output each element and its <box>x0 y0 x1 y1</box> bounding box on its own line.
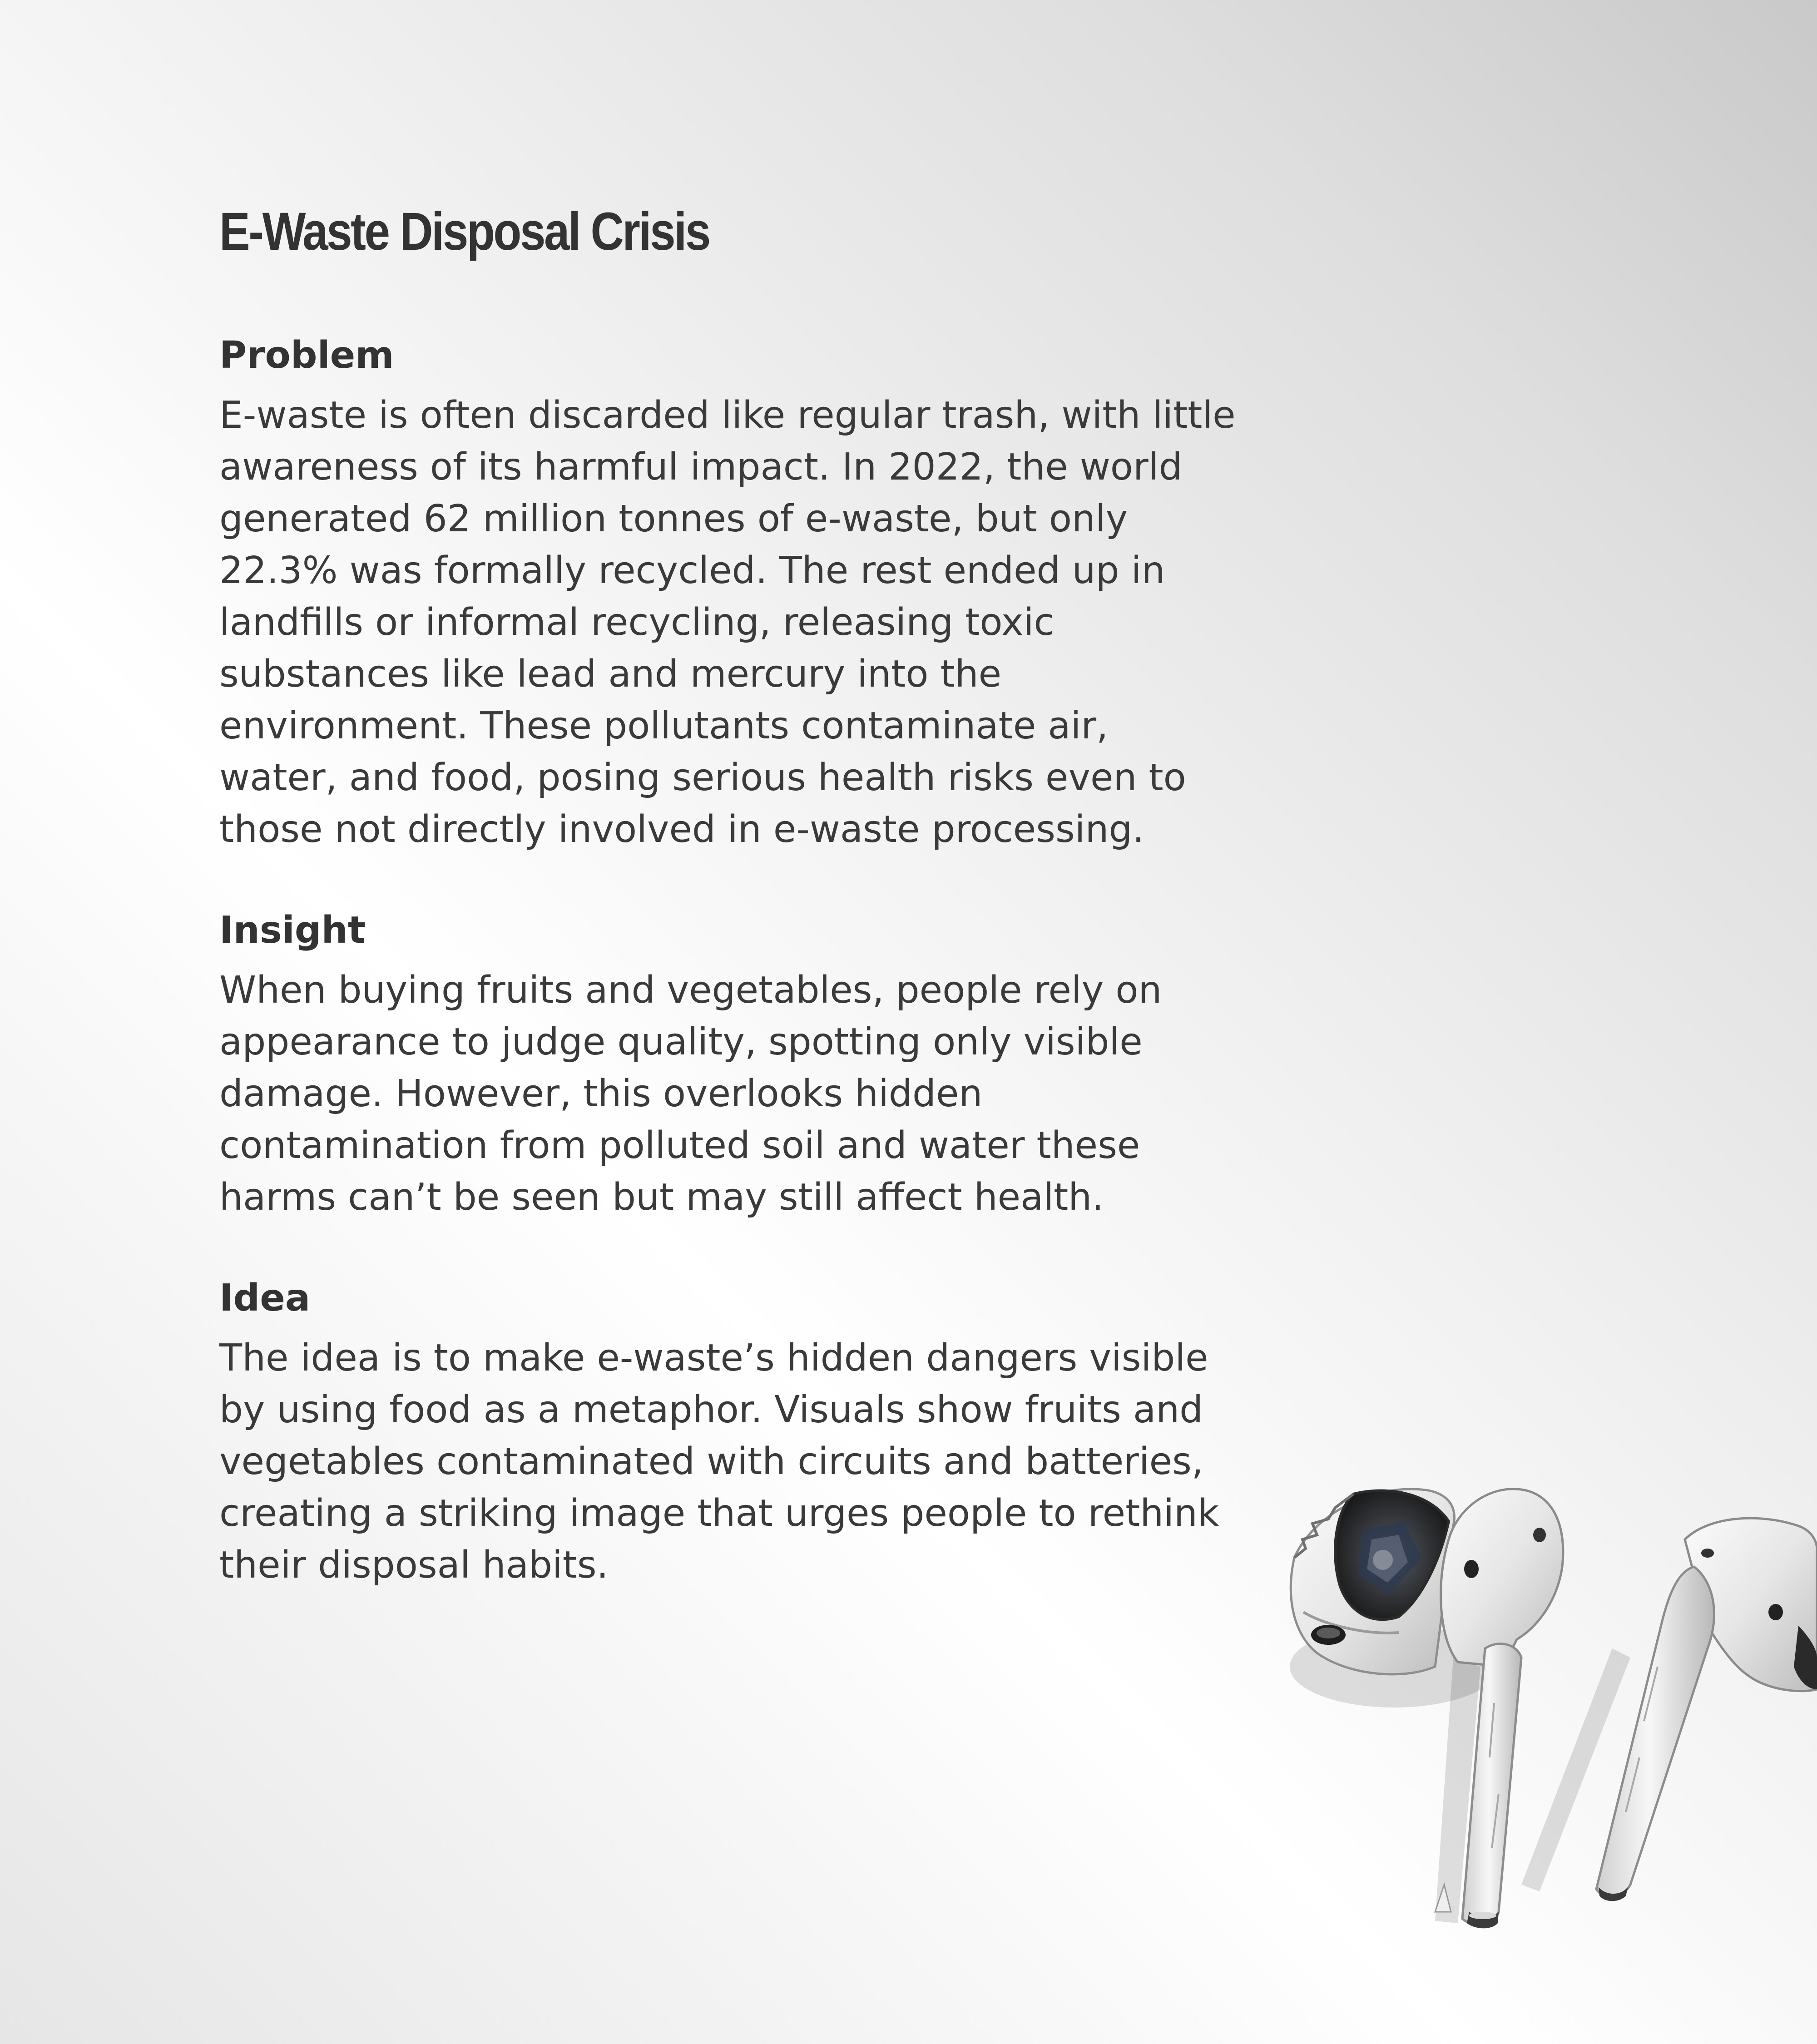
problem-body: E-waste is often discarded like regular trash, with little awareness of its harmful impact. In 2022, the world generated 62 million tonnes of e-waste, but only 22.3% was formally recycled. The rest ended up in landfills or informal recycling, releasing toxic substances like lead and mercury into the environment. These pollutants contaminate air, water, and food, posing serious health risks even to those not directly involved in e-waste processing. <box>219 394 1236 851</box>
idea-section <box>219 1273 1264 1591</box>
insight-heading: Insight <box>219 909 366 952</box>
right-earbud <box>1596 1518 1817 1901</box>
idea-heading: Idea <box>219 1277 311 1320</box>
text-column <box>219 200 1264 1591</box>
left-earbud <box>1291 1489 1454 1674</box>
problem-section <box>219 331 1264 856</box>
problem-heading: Problem <box>219 334 394 377</box>
insight-body: When buying fruits and vegetables, people rely on appearance to judge quality, spotting only visible damage. However, this overlooks hidden contamination from polluted soil and water these harms can’t be seen but may still affect health. <box>219 969 1162 1219</box>
insight-section <box>219 906 1264 1223</box>
idea-body: The idea is to make e-waste’s hidden dangers visible by using food as a metaphor. Visuals show fruits and vegetables contaminated with circuits and batteries, creating a striking image that urges people to rethink their disposal habits. <box>219 1336 1219 1587</box>
page-title: E-Waste Disposal Crisis <box>219 202 709 262</box>
broken-earbuds-image <box>1285 1476 1817 1944</box>
